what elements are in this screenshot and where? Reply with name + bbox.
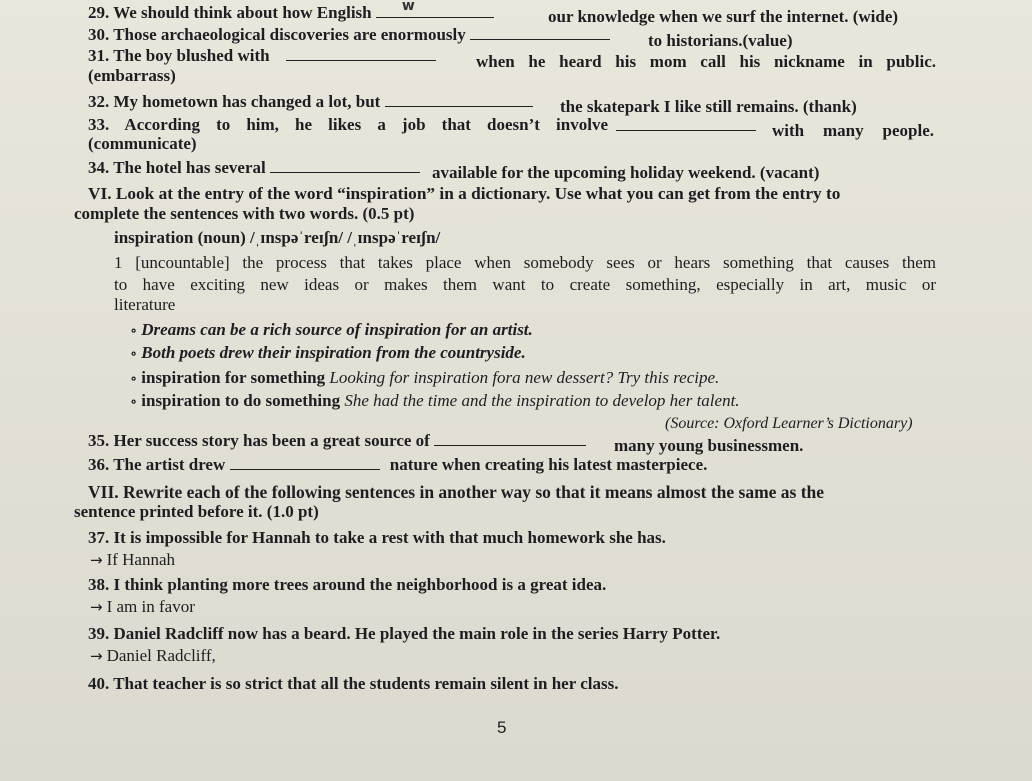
q38-answer-line[interactable]: [90, 597, 195, 617]
entry-definition-line-2: to have exciting new ideas or makes them want to create something, especially in art, music or: [114, 275, 936, 294]
right-arrow-icon: →: [90, 551, 103, 569]
q30-text-b: to historians.(value): [648, 31, 793, 50]
q39-start: Daniel Radcliff,: [106, 646, 216, 665]
example-2: [130, 343, 526, 365]
bullet-icon: ∘: [130, 324, 138, 339]
bullet-icon: ∘: [130, 395, 138, 410]
q32-answer-blank[interactable]: [385, 91, 533, 107]
example-3-sentence: Looking for inspiration fora new dessert? Try this recipe.: [329, 368, 720, 387]
q32-text-b: the skatepark I like still remains. (thank): [560, 97, 857, 116]
q29-handwriting: w: [401, 0, 415, 14]
q38-question: 38. I think planting more trees around the neighborhood is a great idea.: [88, 575, 607, 594]
q32-text-a: 32. My hometown has changed a lot, but: [88, 92, 381, 111]
q31-line: [88, 45, 436, 66]
q34-text-b: available for the upcoming holiday weekend. (vacant): [432, 163, 820, 182]
right-arrow-icon: →: [90, 647, 103, 665]
section-vi-title-2: complete the sentences with two words. (0.5 pt): [74, 204, 415, 223]
right-arrow-icon: →: [90, 598, 103, 616]
q34-text-a: 34. The hotel has several: [88, 158, 266, 177]
q39-question: 39. Daniel Radcliff now has a beard. He played the main role in the series Harry Potter.: [88, 624, 721, 643]
q32-line: [88, 91, 533, 112]
q29-line: [88, 2, 494, 23]
entry-headword: inspiration (noun) /ˌɪnspəˈreɪʃn/ /ˌɪnspəˈreɪʃn/: [114, 228, 441, 247]
example-1: [130, 320, 533, 342]
q33-text-b: with many people.: [772, 121, 934, 140]
q31-text-a: 31. The boy blushed with: [88, 46, 270, 65]
q37-start: If Hannah: [106, 550, 176, 569]
bullet-icon: ∘: [130, 372, 138, 387]
q37-answer-line[interactable]: [90, 550, 175, 570]
q37-question: 37. It is impossible for Hannah to take a rest with that much homework she has.: [88, 528, 666, 547]
bullet-icon: ∘: [130, 347, 138, 362]
q36-text-b: nature when creating his latest masterpiece.: [389, 455, 708, 474]
q31-text-b: when he heard his mom call his nickname in public.: [476, 52, 936, 71]
q31-hint: (embarrass): [88, 66, 176, 85]
example-3-pattern: inspiration for something: [141, 368, 326, 387]
q36-text-a: 36. The artist drew: [88, 455, 226, 474]
q39-answer-line[interactable]: [90, 646, 216, 666]
q29-answer-blank[interactable]: [376, 2, 494, 18]
q33-blank-wrap: [616, 115, 756, 136]
q34-answer-blank[interactable]: [270, 157, 420, 173]
example-4-sentence: She had the time and the inspiration to develop her talent.: [344, 391, 740, 410]
q35-text-a: 35. Her success story has been a great source of: [88, 431, 430, 450]
entry-definition-line-1: 1 [uncountable] the process that takes place when somebody sees or hears something that causes them: [114, 253, 936, 272]
q35-line: [88, 430, 586, 451]
q35-answer-blank[interactable]: [434, 430, 586, 446]
page-number: 5: [497, 718, 507, 737]
q29-text-a: 29. We should think about how English: [88, 3, 372, 22]
q29-text-b: our knowledge when we surf the internet. (wide): [548, 7, 899, 26]
q35-text-b: many young businessmen.: [614, 436, 804, 455]
q34-line: [88, 157, 420, 178]
q30-answer-blank[interactable]: [470, 24, 610, 40]
example-3: [130, 368, 719, 390]
q33-answer-blank[interactable]: [616, 115, 756, 131]
section-vii-title-1: VII. Rewrite each of the following sentences in another way so that it means almost the same as the: [88, 482, 825, 502]
example-2-text: Both poets drew their inspiration from the countryside.: [141, 343, 526, 362]
q30-line: [88, 24, 610, 45]
q33-text-a: 33. According to him, he likes a job that doesn’t involve: [88, 115, 608, 134]
q30-text-a: 30. Those archaeological discoveries are enormously: [88, 25, 466, 44]
q33-hint: (communicate): [88, 134, 197, 153]
example-1-text: Dreams can be a rich source of inspiration for an artist.: [141, 320, 533, 339]
example-4-pattern: inspiration to do something: [141, 391, 341, 410]
q36-line: [88, 454, 707, 475]
q40-question: 40. That teacher is so strict that all the students remain silent in her class.: [88, 674, 619, 693]
dictionary-source: (Source: Oxford Learner’s Dictionary): [665, 415, 913, 432]
entry-definition-line-3: literature: [114, 295, 176, 314]
example-4: [130, 391, 740, 413]
section-vi-title-1: VI. Look at the entry of the word “inspiration” in a dictionary. Use what you can get from the entry to: [88, 184, 841, 203]
section-vii-title-2: sentence printed before it. (1.0 pt): [74, 502, 319, 521]
q36-answer-blank[interactable]: [230, 454, 380, 470]
q38-start: I am in favor: [106, 597, 195, 616]
q31-answer-blank[interactable]: [286, 45, 436, 61]
